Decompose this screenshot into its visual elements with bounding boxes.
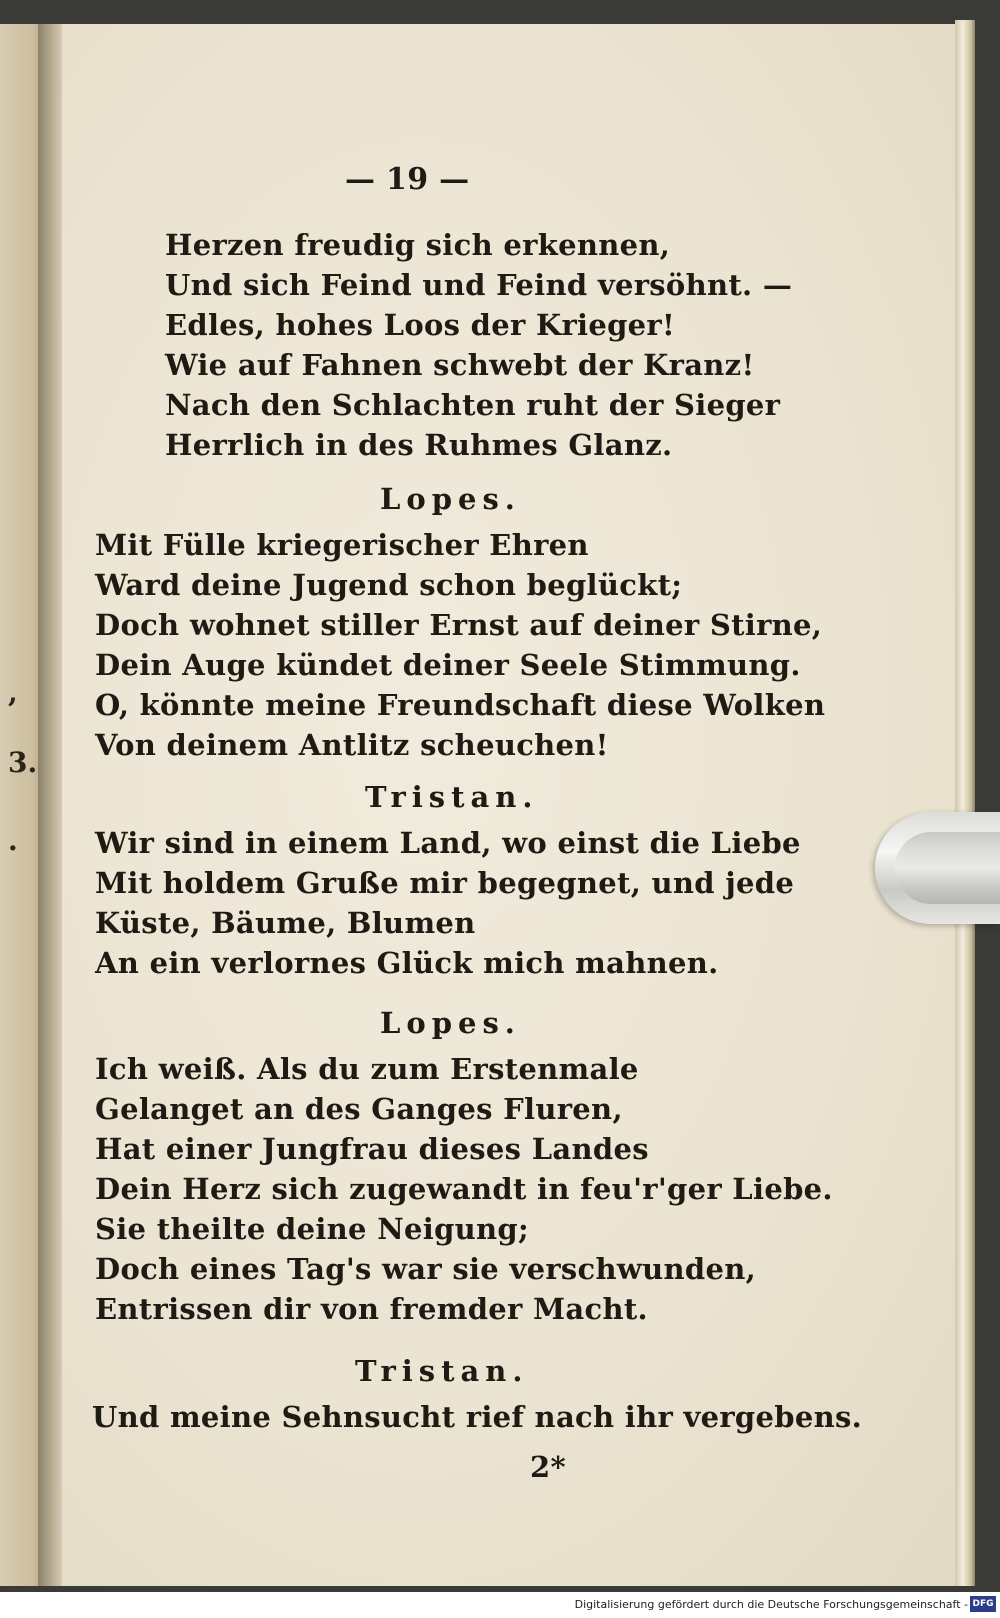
text-line: Sie theilte deine Neigung; xyxy=(95,1212,529,1246)
text-line: Mit Fülle kriegerischer Ehren xyxy=(95,528,589,562)
text-line: Dein Auge kündet deiner Seele Stimmung. xyxy=(95,648,801,682)
text-line: Und meine Sehnsucht rief nach ihr vergebens. xyxy=(92,1400,862,1434)
text-line: Und sich Feind und Feind versöhnt. — xyxy=(165,268,793,302)
text-line: Küste, Bäume, Blumen xyxy=(95,906,476,940)
text-line: Herrlich in des Ruhmes Glanz. xyxy=(165,428,673,462)
speaker-name: Lopes. xyxy=(380,1006,521,1040)
dfg-logo: DFG xyxy=(970,1596,996,1612)
text-line: Wie auf Fahnen schwebt der Kranz! xyxy=(165,348,755,382)
speaker-name: Lopes. xyxy=(380,482,521,516)
funding-credit: Digitalisierung gefördert durch die Deutsche Forschungsgemeinschaft - xyxy=(574,1598,968,1611)
speaker-name: Tristan. xyxy=(365,780,539,814)
text-line: O, könnte meine Freundschaft diese Wolken xyxy=(95,688,826,722)
page-number: — 19 — xyxy=(345,162,470,197)
text-line: Entrissen dir von fremder Macht. xyxy=(95,1292,648,1326)
left-page-fragment: , xyxy=(8,676,18,709)
left-page-fragment: . xyxy=(8,824,18,857)
text-line: Gelanget an des Ganges Fluren, xyxy=(95,1092,623,1126)
text-line: Hat einer Jungfrau dieses Landes xyxy=(95,1132,649,1166)
text-line: Dein Herz sich zugewandt in feu'r'ger Liebe. xyxy=(95,1172,833,1206)
text-line: Ich weiß. Als du zum Erstenmale xyxy=(95,1052,639,1086)
text-line: An ein verlornes Glück mich mahnen. xyxy=(95,946,719,980)
left-page-fragment: 3. xyxy=(8,746,38,779)
text-line: Nach den Schlachten ruht der Sieger xyxy=(165,388,781,422)
text-line: Doch wohnet stiller Ernst auf deiner Stirne, xyxy=(95,608,823,642)
text-line: Herzen freudig sich erkennen, xyxy=(165,228,671,262)
speaker-name: Tristan. xyxy=(355,1354,529,1388)
text-line: Edles, hohes Loos der Krieger! xyxy=(165,308,676,342)
text-line: Von deinem Antlitz scheuchen! xyxy=(95,728,609,762)
text-line: Ward deine Jugend schon beglückt; xyxy=(95,568,683,602)
signature-mark: 2* xyxy=(530,1450,566,1484)
page-clip-highlight xyxy=(895,832,1000,904)
text-line: Wir sind in einem Land, wo einst die Liebe xyxy=(95,826,801,860)
text-line: Doch eines Tag's war sie verschwunden, xyxy=(95,1252,757,1286)
text-line: Mit holdem Gruße mir begegnet, und jede xyxy=(95,866,795,900)
